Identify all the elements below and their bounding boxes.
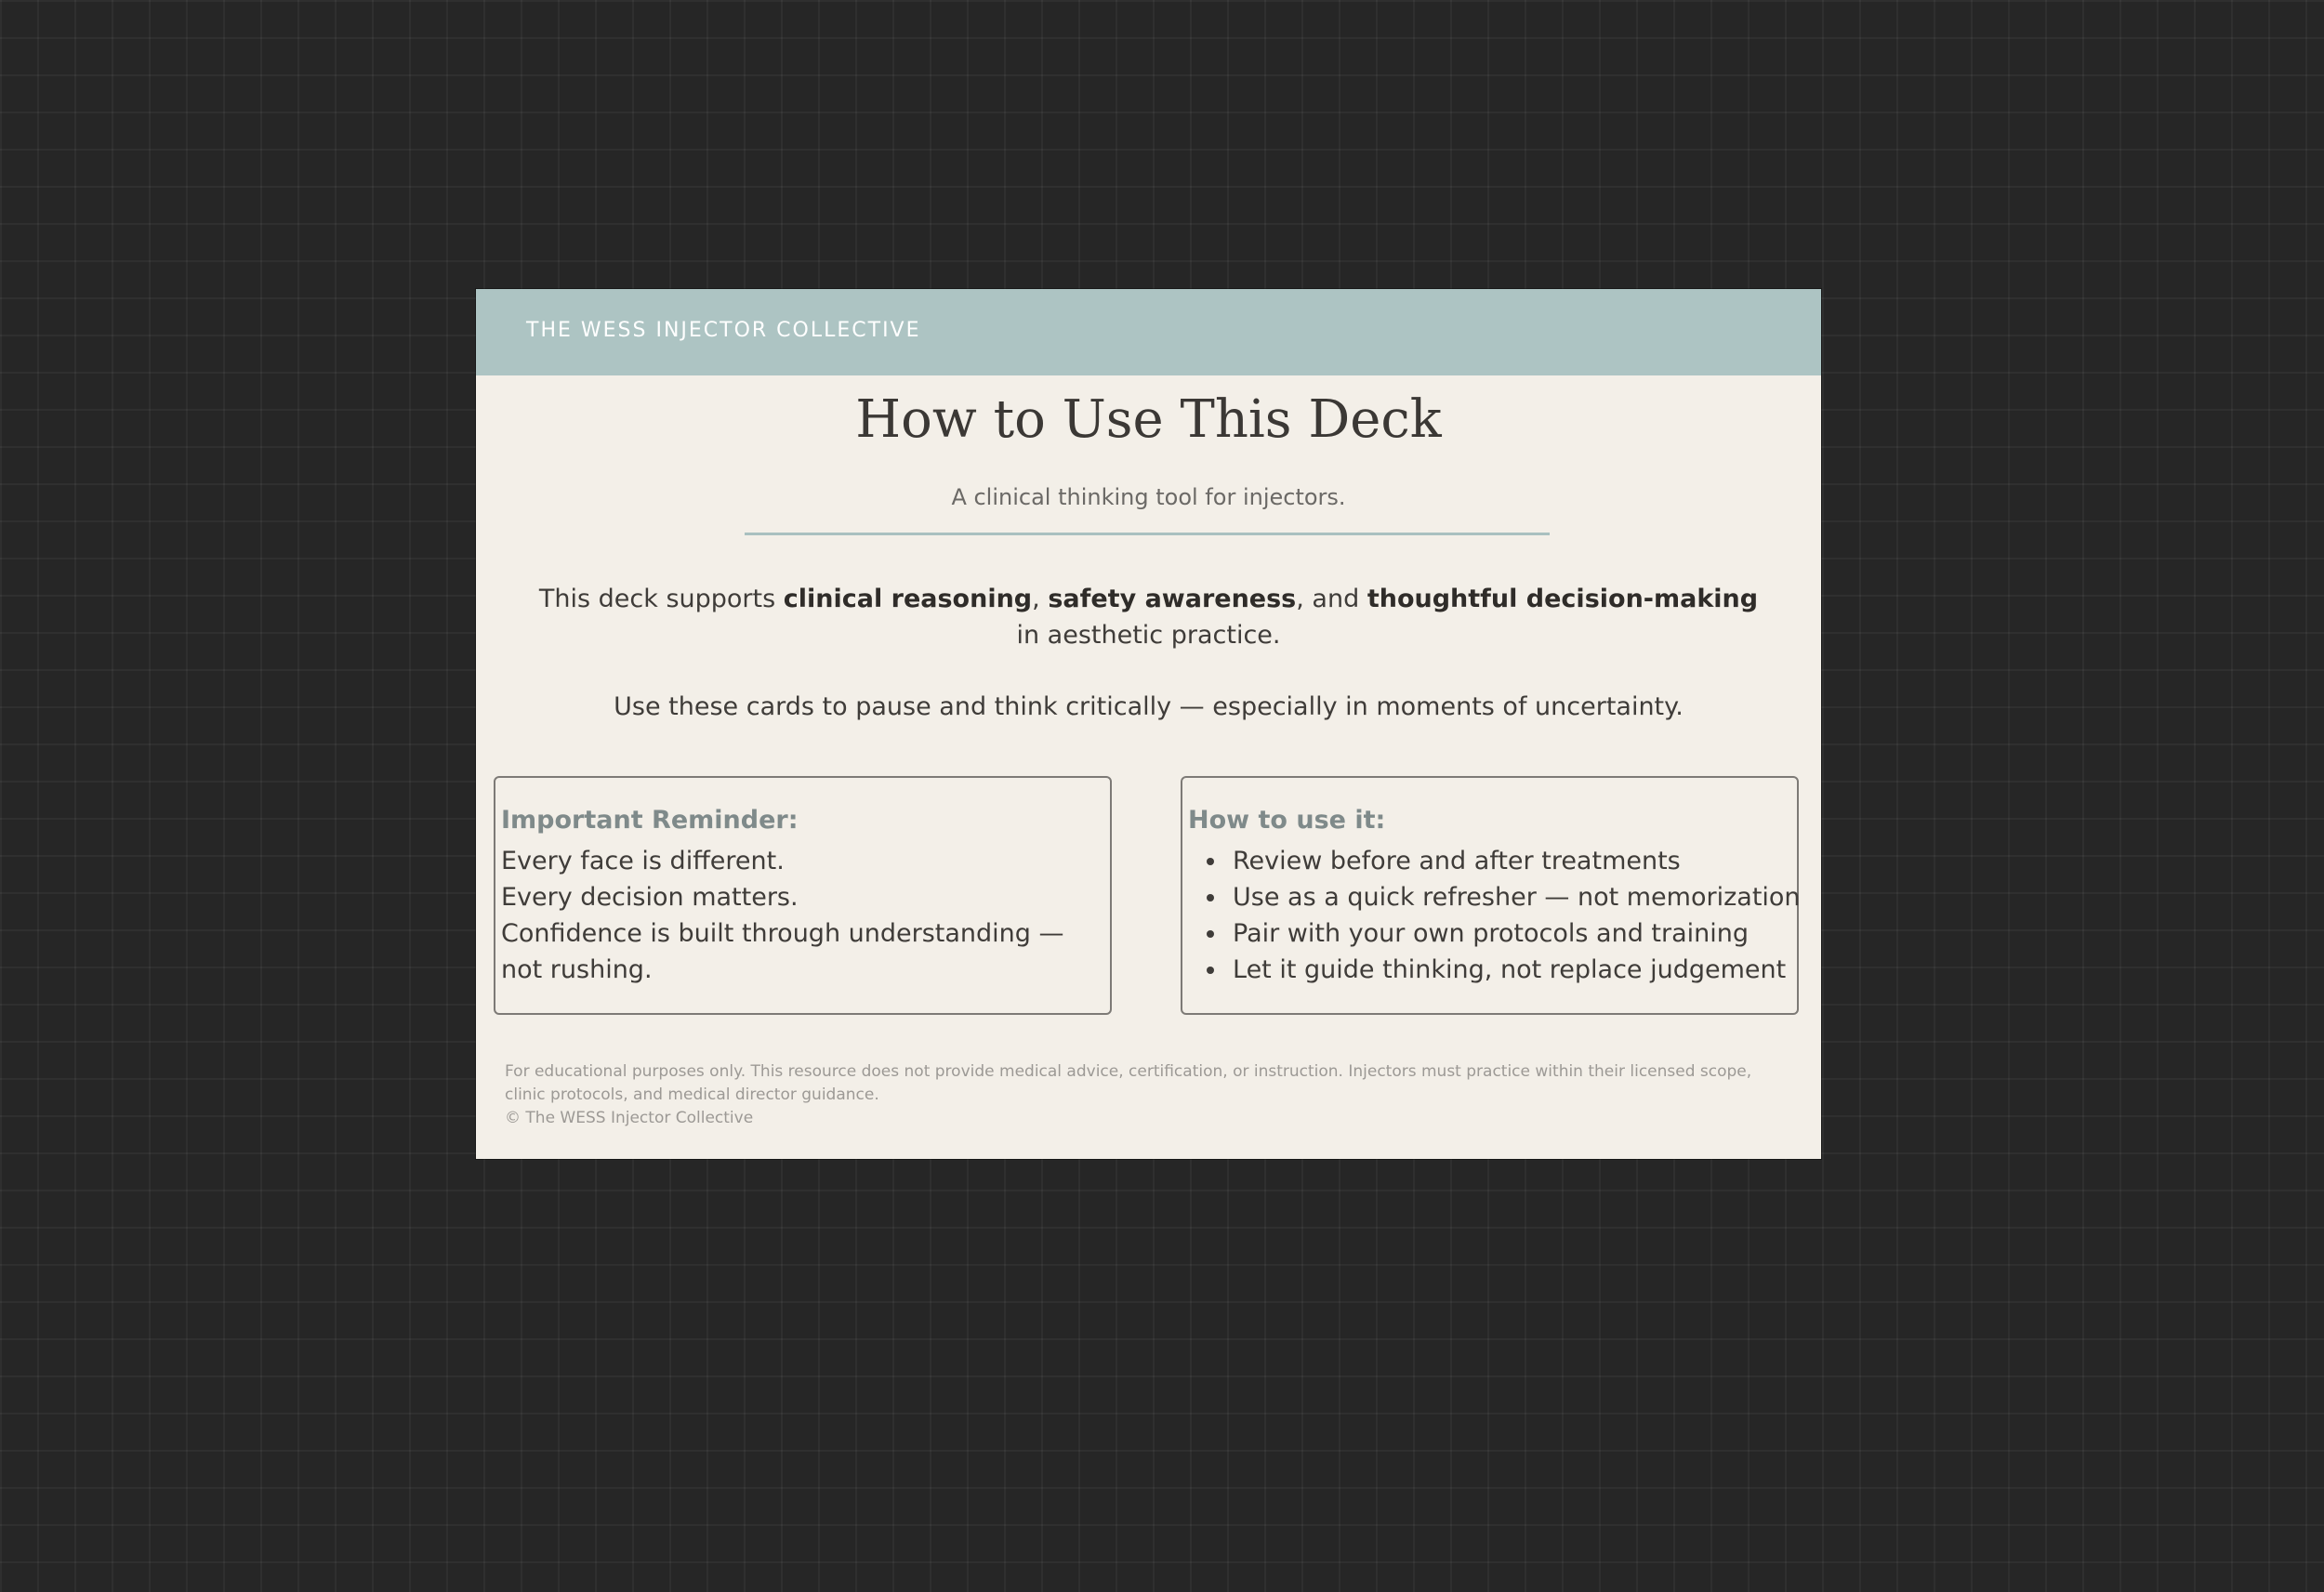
how-to-use-box [1181,776,1799,1015]
intro-separator-1: , [1032,585,1049,613]
list-item-text: Pair with your own protocols and training [1233,919,1750,948]
important-reminder-box [494,776,1112,1015]
list-item-text: Use as a quick refresher — not memorization [1233,883,1801,912]
list-item [1188,879,1801,915]
intro-prefix: This deck supports [538,585,784,613]
disclaimer-text: For educational purposes only. This resource does not provide medical advice, certification, or instruction. Injectors must practice within their licensed scope, clinic protocols, and medical director guidance. [505,1062,1752,1104]
page-title: How to Use This Deck [855,389,1442,450]
important-reminder-heading: Important Reminder: [501,806,799,835]
list-item-text: Let it guide thinking, not replace judgement [1233,955,1787,984]
card-header-bar [476,289,1821,375]
page-subtitle: A clinical thinking tool for injectors. [951,484,1346,510]
brand-name: THE WESS INJECTOR COLLECTIVE [526,319,921,342]
intro-bold-clinical-reasoning: clinical reasoning [783,585,1033,613]
bullet-dot-icon [1207,894,1214,901]
list-item-text: Review before and after treatments [1233,847,1681,875]
how-to-use-list [1188,843,1801,988]
list-item [1188,843,1801,879]
important-reminder-body [501,843,1104,988]
intro-line-2: in aesthetic practice. [1016,621,1281,650]
intro-bold-safety-awareness: safety awareness [1048,585,1297,613]
intro-separator-2: , and [1296,585,1367,613]
reminder-line: Every face is different. [501,847,785,875]
list-item [1188,952,1801,988]
intro-paragraph [513,581,1784,653]
divider-rule [745,533,1550,535]
intro-paragraph-2: Use these cards to pause and think critically — especially in moments of uncertainty. [614,692,1684,721]
list-item [1188,915,1801,952]
bullet-dot-icon [1207,858,1214,865]
reminder-line: Confidence is built through understanding — not rushing. [501,919,1064,984]
deck-card [476,289,1821,1159]
bullet-dot-icon [1207,930,1214,938]
how-to-use-heading: How to use it: [1188,806,1386,835]
reminder-line: Every decision matters. [501,883,799,912]
copyright-text: © The WESS Injector Collective [505,1109,754,1127]
bullet-dot-icon [1207,967,1214,974]
footer-disclaimer [505,1060,1793,1130]
intro-bold-decision-making: thoughtful decision-making [1367,585,1759,613]
